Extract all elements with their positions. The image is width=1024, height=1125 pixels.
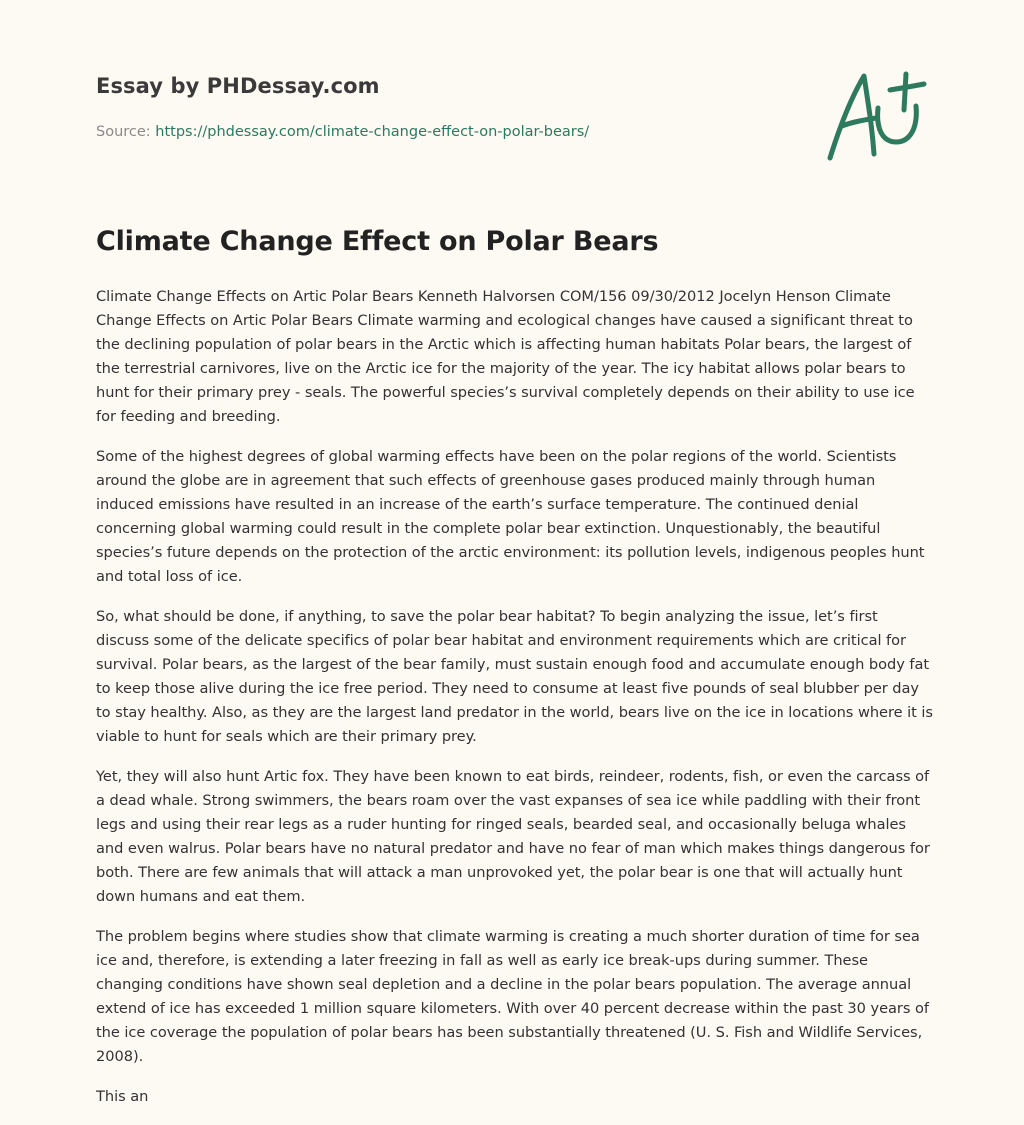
paragraph: This an — [96, 1088, 149, 1105]
paragraph: Yet, they will also hunt Artic fox. They have been known to eat birds, reindeer, rodents, fish, or even the carcass of a dead whale. Strong swimmers, the bears roam over the vast expanses of sea ice while paddling with their front legs and using their rear legs as a ruder hunting for ringed seals, bearded seal, and occasionally beluga whales and even walrus. Polar bears have no natural predator and have no fear of man which makes things dangerous for both. There are few animals that will attack a man unprovoked yet, the polar bear is one that will actually hunt down humans and eat them. — [96, 768, 930, 905]
paragraph: The problem begins where studies show that climate warming is creating a much shorter duration of time for sea ice and, therefore, is extending a later freezing in fall as well as early ice break-ups during summer. These changing conditions have shown seal depletion and a decline in the polar bears population. The average annual extend of ice has exceeded 1 million square kilometers. With over 40 percent decrease within the past 30 years of the ice coverage the population of polar bears has been substantially threatened (U. S. Fish and Wildlife Services, 2008). — [96, 928, 929, 1065]
site-brand: Essay by PHDessay.com — [96, 74, 380, 98]
source-link[interactable]: https://phdessay.com/climate-change-effect-on-polar-bears/ — [155, 124, 590, 140]
source-label: Source: — [96, 124, 151, 140]
article-title: Climate Change Effect on Polar Bears — [96, 226, 659, 257]
source-line — [96, 124, 589, 140]
a-plus-logo-icon — [818, 66, 934, 166]
paragraph: Some of the highest degrees of global warming effects have been on the polar regions of the world. Scientists around the globe are in agreement that such effects of greenhouse gases produced mainly through human induced emissions have resulted in an increase of the earth’s surface temperature. The continued denial concerning global warming could result in the complete polar bear extinction. Unquestionably, the beautiful species’s future depends on the protection of the arctic environment: its pollution levels, indigenous peoples hunt and total loss of ice. — [96, 448, 925, 585]
paragraph: So, what should be done, if anything, to save the polar bear habitat? To begin analyzing the issue, let’s first discuss some of the delicate specifics of polar bear habitat and environment requirements which are critical for survival. Polar bears, as the largest of the bear family, must sustain enough food and accumulate enough body fat to keep those alive during the ice free period. They need to consume at least five pounds of seal blubber per day to stay healthy. Also, as they are the largest land predator in the world, bears live on the ice in locations where it is viable to hunt for seals which are their primary prey. — [96, 608, 933, 745]
article-body — [96, 285, 934, 1125]
paragraph: Climate Change Effects on Artic Polar Bears Kenneth Halvorsen COM/156 09/30/2012 Jocelyn Henson Climate Change Effects on Artic Polar Bears Climate warming and ecological changes have caused a significant threat to the declining population of polar bears in the Arctic which is affecting human habitats Polar bears, the largest of the terrestrial carnivores, live on the Arctic ice for the majority of the year. The icy habitat allows polar bears to hunt for their primary prey - seals. The powerful species’s survival completely depends on their ability to use ice for feeding and breeding. — [96, 288, 915, 425]
